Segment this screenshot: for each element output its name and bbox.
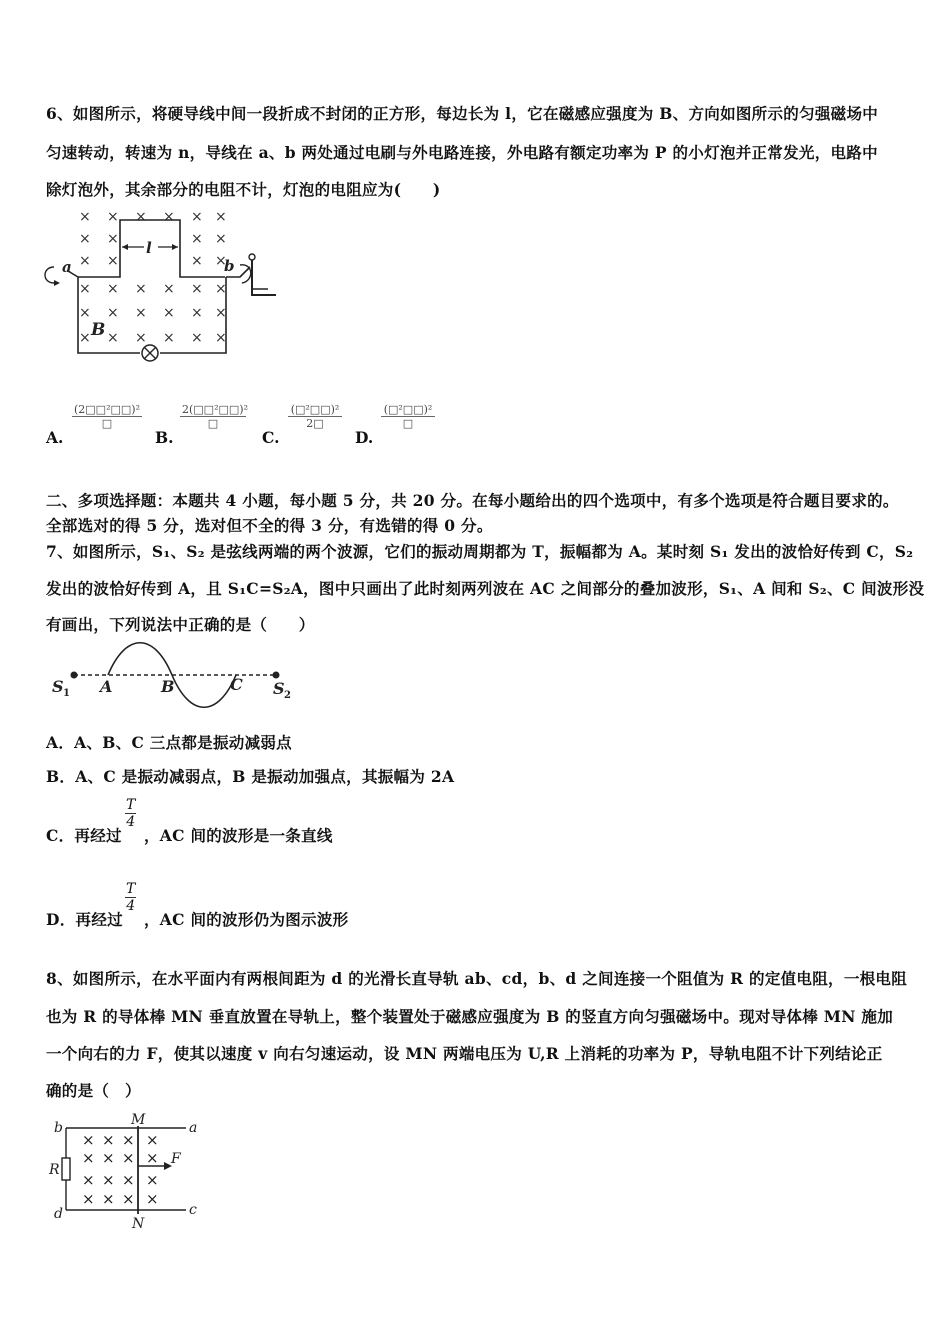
cross-mark: ×	[79, 209, 91, 225]
cross-mark: ×	[122, 1171, 135, 1189]
section-header-line-1: 二、多项选择题：本题共 4 小题，每小题 5 分，共 20 分。在每小题给出的四个选项中，有多个选项是符合题目要求的。	[46, 491, 899, 510]
cross-mark: ×	[191, 281, 203, 297]
q8-line-1: 8、如图所示，在水平面内有两根间距为 d 的光滑长直导轨 ab、cd，b、d 之间连接一个阻值为 R 的定值电阻，一根电阻	[46, 969, 908, 988]
q7-option-c-prefix[interactable]: C．再经过	[46, 826, 122, 845]
rotation-arrow-icon	[45, 267, 54, 283]
cross-mark: ×	[135, 330, 147, 346]
label-a: a	[189, 1120, 198, 1136]
q6-option-c-formula[interactable]: (□²□□)² 2□	[288, 403, 342, 430]
cross-mark: ×	[122, 1149, 135, 1167]
cross-mark: ×	[215, 330, 227, 346]
label-B: B	[161, 677, 175, 696]
cross-mark: ×	[82, 1190, 95, 1208]
cross-mark: ×	[79, 253, 91, 269]
cross-mark: ×	[122, 1131, 135, 1149]
label-s1: S	[52, 677, 64, 696]
q7-option-d-prefix[interactable]: D．再经过	[46, 910, 123, 929]
cross-mark: ×	[107, 305, 119, 321]
cross-mark: ×	[102, 1149, 115, 1167]
cross-mark: ×	[107, 330, 119, 346]
label-a: a	[62, 258, 72, 276]
q7-line-2: 发出的波恰好传到 A，且 S₁C=S₂A，图中只画出了此时刻两列波在 AC 之间部分的叠加波形，S₁、A 间和 S₂、C 间波形没	[46, 579, 925, 598]
label-A: A	[100, 677, 113, 696]
cross-mark: ×	[191, 305, 203, 321]
cross-mark: ×	[82, 1171, 95, 1189]
label-C: C	[230, 675, 243, 694]
cross-mark: ×	[215, 231, 227, 247]
cross-mark: ×	[135, 209, 147, 225]
cross-mark: ×	[82, 1131, 95, 1149]
label-s2: S	[273, 679, 285, 698]
cross-mark: ×	[135, 281, 147, 297]
cross-mark: ×	[191, 330, 203, 346]
q6-option-d-label[interactable]: D.	[355, 428, 374, 447]
source-s2	[273, 672, 280, 679]
label-b: b	[54, 1120, 63, 1136]
q7-option-c-suffix[interactable]: ，AC 间的波形是一条直线	[144, 826, 333, 845]
q7-option-d-suffix[interactable]: ，AC 间的波形仍为图示波形	[144, 910, 349, 929]
resistor-icon	[62, 1158, 70, 1180]
cross-mark: ×	[215, 305, 227, 321]
label-b: b	[224, 257, 235, 275]
source-s1	[71, 672, 78, 679]
cross-mark: ×	[107, 231, 119, 247]
label-c: c	[189, 1202, 197, 1218]
cross-mark: ×	[122, 1190, 135, 1208]
cross-mark: ×	[163, 281, 175, 297]
cross-mark: ×	[79, 231, 91, 247]
cross-mark: ×	[146, 1149, 159, 1167]
cross-mark: ×	[215, 209, 227, 225]
q7-line-3: 有画出，下列说法中正确的是（ ）	[46, 615, 315, 634]
label-N: N	[132, 1216, 145, 1232]
section-header-line-2: 全部选对的得 5 分，选对但不全的得 3 分，有选错的得 0 分。	[46, 516, 493, 535]
cross-mark: ×	[163, 330, 175, 346]
cross-mark: ×	[82, 1149, 95, 1167]
cross-mark: ×	[191, 231, 203, 247]
q7-wave-figure	[46, 640, 296, 702]
cross-mark: ×	[102, 1171, 115, 1189]
cross-mark: ×	[107, 253, 119, 269]
q7-line-1: 7、如图所示，S₁、S₂ 是弦线两端的两个波源，它们的振动周期都为 T，振幅都为 A。某时刻 S₁ 发出的波恰好传到 C，S₂	[46, 542, 914, 561]
q7-option-d-fraction: T 4	[126, 881, 136, 914]
q8-line-2: 也为 R 的导体棒 MN 垂直放置在导轨上，整个装置处于磁感应强度为 B 的竖直方向匀强磁场中。现对导体棒 MN 施加	[46, 1007, 894, 1026]
q6-option-b-label[interactable]: B.	[155, 428, 174, 447]
q6-figure	[40, 205, 290, 370]
cross-mark: ×	[215, 281, 227, 297]
label-l: l	[146, 239, 152, 257]
cross-mark: ×	[163, 209, 175, 225]
label-d: d	[54, 1206, 63, 1222]
cross-mark: ×	[79, 281, 91, 297]
label-s2-sub: 2	[284, 690, 291, 701]
cross-mark: ×	[146, 1131, 159, 1149]
cross-mark: ×	[102, 1131, 115, 1149]
q8-line-3: 一个向右的力 F，使其以速度 v 向右匀速运动，设 MN 两端电压为 U,R 上消耗的功率为 P，导轨电阻不计下列结论正	[46, 1044, 883, 1063]
q6-option-b-formula[interactable]: 2(□□²□□)² □	[182, 403, 248, 430]
cross-mark: ×	[191, 253, 203, 269]
q8-line-4: 确的是（ ）	[46, 1081, 141, 1100]
cross-mark: ×	[107, 209, 119, 225]
q7-option-b[interactable]: B．A、C 是振动减弱点，B 是振动加强点，其振幅为 2A	[46, 767, 455, 786]
q6-option-c-label[interactable]: C.	[262, 428, 280, 447]
cross-mark: ×	[79, 330, 91, 346]
label-M: M	[131, 1112, 146, 1128]
q6-line-2: 匀速转动，转速为 n，导线在 a、b 两处通过电刷与外电路连接，外电路有额定功率为 P 的小灯泡并正常发光，电路中	[46, 143, 878, 162]
cross-mark: ×	[135, 305, 147, 321]
cross-mark: ×	[191, 209, 203, 225]
q7-option-a[interactable]: A．A、B、C 三点都是振动减弱点	[46, 733, 292, 752]
label-F: F	[171, 1151, 181, 1167]
q8-rail-figure	[46, 1108, 216, 1230]
q6-option-a-formula[interactable]: (2□□²□□)² □	[72, 403, 142, 430]
label-R: R	[49, 1162, 60, 1178]
q7-option-c-fraction: T 4	[126, 797, 136, 830]
cross-mark: ×	[215, 253, 227, 269]
cross-mark: ×	[146, 1190, 159, 1208]
q6-option-d-formula[interactable]: (□²□□)² □	[381, 403, 435, 430]
cross-mark: ×	[146, 1171, 159, 1189]
q6-line-1: 6、如图所示，将硬导线中间一段折成不封闭的正方形，每边长为 l，它在磁感应强度为 B、方向如图所示的匀强磁场中	[46, 104, 879, 123]
q6-option-a-label[interactable]: A.	[46, 428, 64, 447]
cross-mark: ×	[107, 281, 119, 297]
label-s1-sub: 1	[63, 688, 70, 699]
cross-mark: ×	[163, 305, 175, 321]
label-B: B	[91, 320, 106, 340]
cross-mark: ×	[79, 305, 91, 321]
cross-mark: ×	[102, 1190, 115, 1208]
q6-line-3: 除灯泡外，其余部分的电阻不计，灯泡的电阻应为( )	[46, 180, 441, 199]
